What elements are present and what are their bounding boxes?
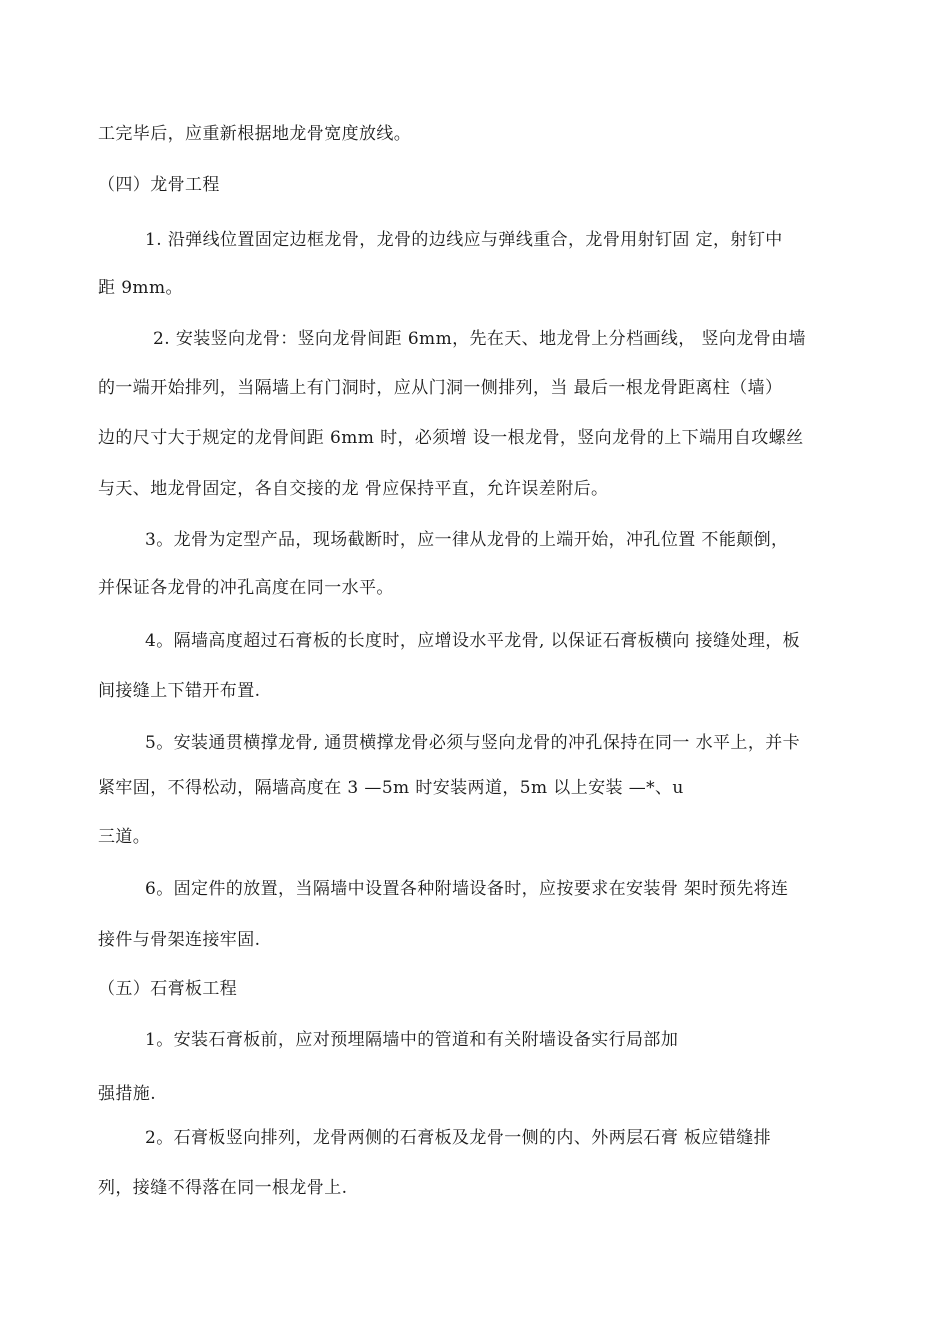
text-line: 距 9mm。: [98, 278, 183, 298]
text-line: 强措施.: [98, 1084, 157, 1104]
text-line: 4。隔墙高度超过石膏板的长度时，应增设水平龙骨, 以保证石膏板横向 接缝处理，板: [145, 631, 801, 651]
text-line: 2. 安装竖向龙骨：竖向龙骨间距 6mm，先在天、地龙骨上分档画线， 竖向龙骨由墙: [153, 329, 806, 349]
section-heading: （四）龙骨工程: [98, 175, 220, 195]
text-line: 边的尺寸大于规定的龙骨间距 6mm 时，必须增 设一根龙骨，竖向龙骨的上下端用自攻螺丝: [98, 428, 804, 448]
text-line: 接件与骨架连接牢固.: [98, 930, 261, 950]
text-line: 5。安装通贯横撑龙骨, 通贯横撑龙骨必须与竖向龙骨的冲孔保持在同一 水平上，并卡: [145, 733, 801, 753]
text-line: 列，接缝不得落在同一根龙骨上.: [98, 1178, 348, 1198]
text-line: 的一端开始排列，当隔墙上有门洞时，应从门洞一侧排列，当 最后一根龙骨距离柱（墙）: [98, 378, 783, 398]
text-line: 工完毕后，应重新根据地龙骨宽度放线。: [98, 124, 412, 144]
text-line: 2。石膏板竖向排列，龙骨两侧的石膏板及龙骨一侧的内、外两层石膏 板应错缝排: [145, 1128, 772, 1148]
text-line: 1. 沿弹线位置固定边框龙骨，龙骨的边线应与弹线重合，龙骨用射钉固 定，射钉中: [145, 230, 783, 250]
text-line: 6。固定件的放置，当隔墙中设置各种附墙设备时，应按要求在安装骨 架时预先将连: [145, 879, 789, 899]
text-line: 三道。: [98, 827, 151, 847]
text-line: 紧牢固，不得松动，隔墙高度在 3 —5m 时安装两道，5m 以上安装 —*、u: [98, 778, 684, 798]
section-heading: （五）石膏板工程: [98, 979, 238, 999]
text-line: 间接缝上下错开布置.: [98, 681, 261, 701]
text-line: 1。安装石膏板前，应对预埋隔墙中的管道和有关附墙设备实行局部加: [145, 1030, 679, 1050]
text-line: 与天、地龙骨固定，各自交接的龙 骨应保持平直，允许误差附后。: [98, 479, 609, 499]
text-line: 并保证各龙骨的冲孔高度在同一水平。: [98, 578, 394, 598]
text-line: 3。龙骨为定型产品，现场截断时，应一律从龙骨的上端开始，冲孔位置 不能颠倒，: [145, 530, 789, 550]
